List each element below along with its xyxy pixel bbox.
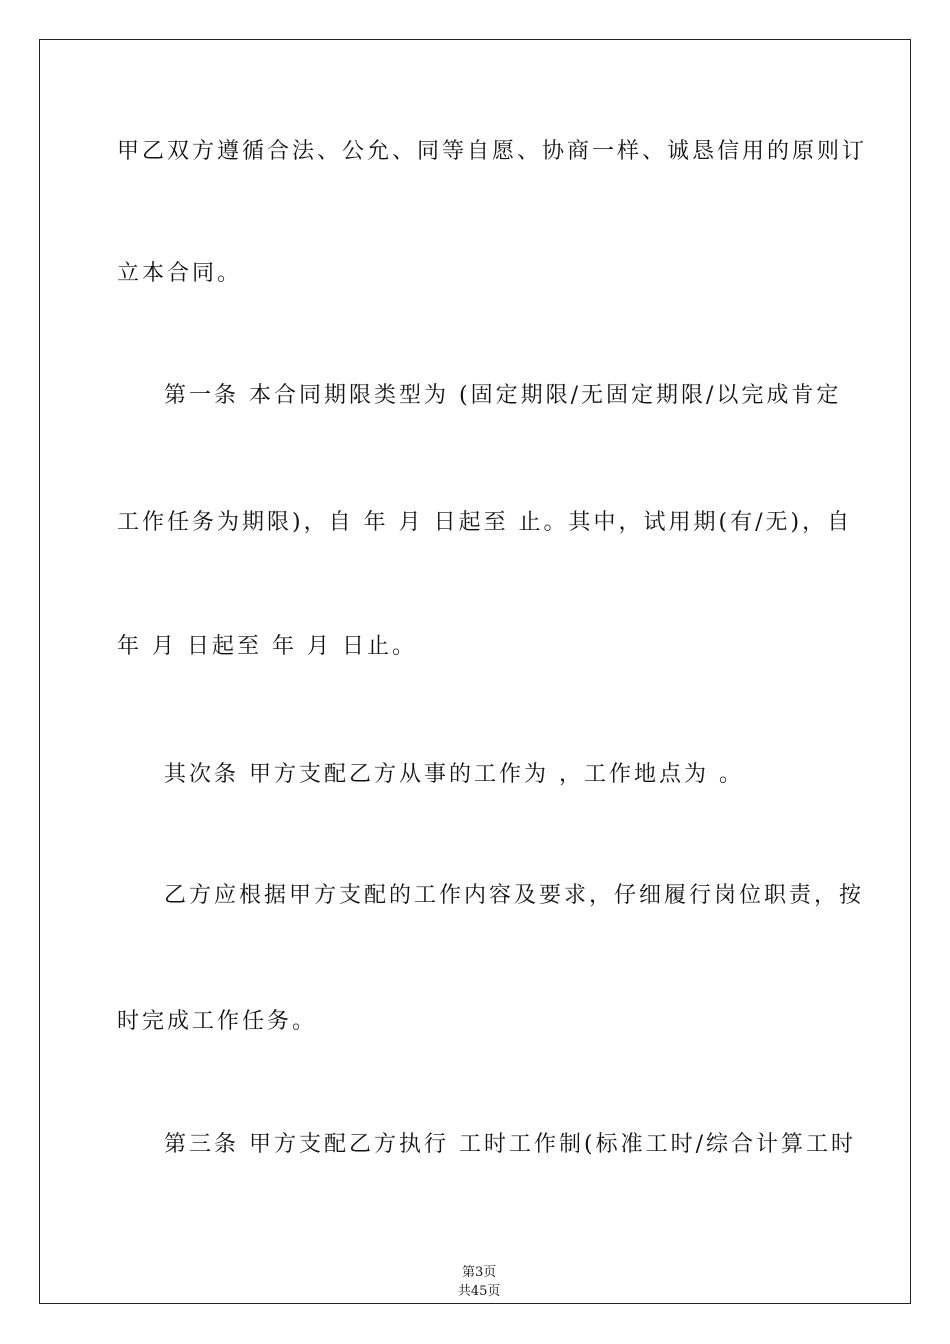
page-number: 第3页 [461, 1265, 497, 1280]
paragraph-line: 其次条 甲方支配乙方从事的工作为 ，工作地点为 。 [164, 762, 744, 787]
page-total: 共45页 [457, 1284, 501, 1299]
paragraph-line: 第三条 甲方支配乙方执行 工时工作制(标准工时/综合计算工时 [164, 1132, 856, 1157]
text-line: 甲乙双方遵循合法、公允、同等自愿、协商一样、诚恳信用的原则订 [117, 139, 868, 164]
page-border [39, 39, 911, 1304]
paragraph-line: 第一条 本合同期限类型为 (固定期限/无固定期限/以完成肯定 [164, 383, 842, 408]
text-line: 工作任务为期限)，自 年 月 日起至 止。其中，试用期(有/无)，自 [117, 510, 853, 535]
text-line: 时完成工作任务。 [117, 1009, 318, 1034]
page-footer [0, 1246, 950, 1299]
text-line: 立本合同。 [117, 261, 243, 286]
paragraph-line: 乙方应根据甲方支配的工作内容及要求，仔细履行岗位职责，按 [164, 883, 865, 908]
text-line: 年 月 日起至 年 月 日止。 [117, 634, 417, 659]
